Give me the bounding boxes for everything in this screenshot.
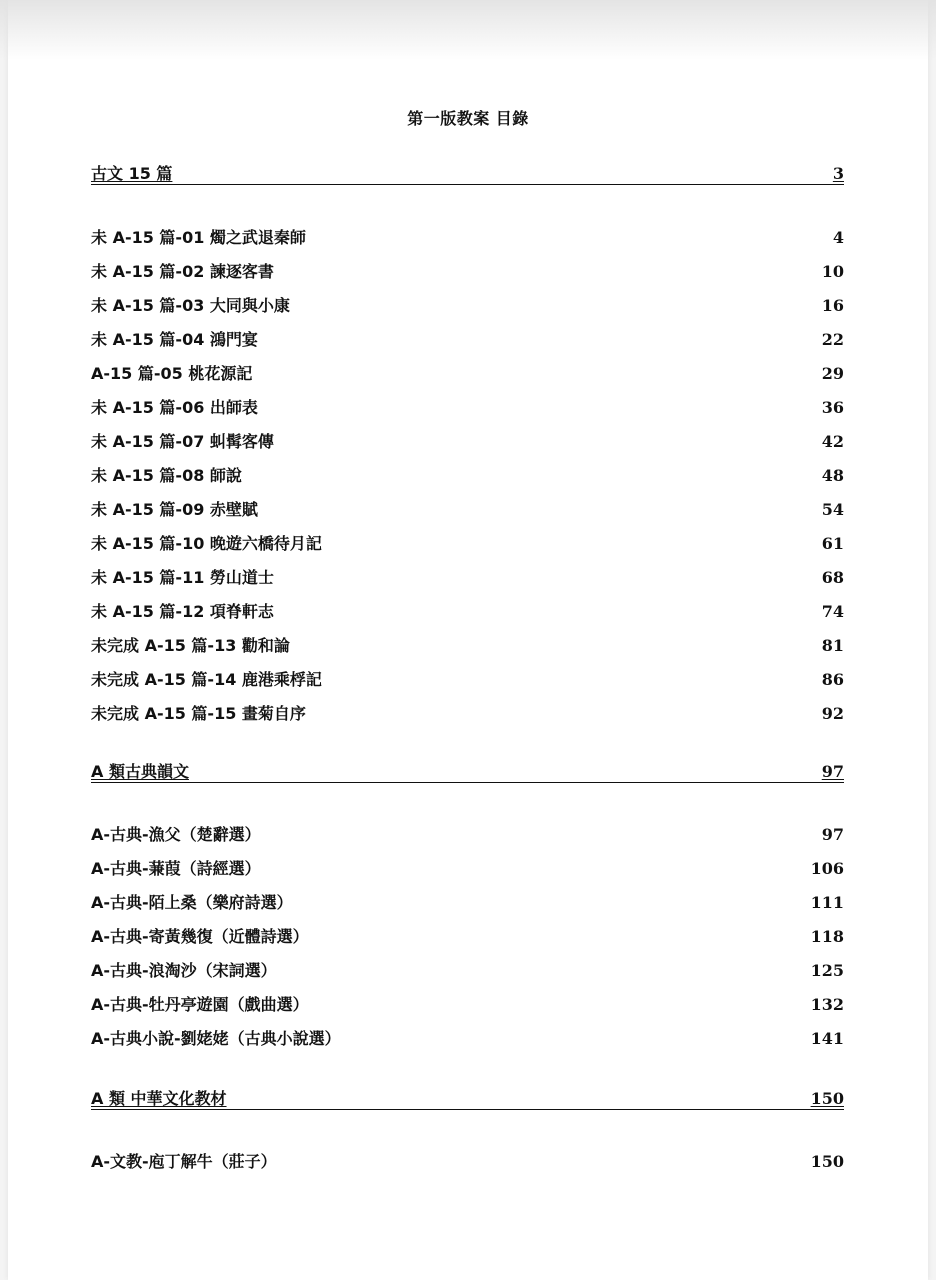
toc-entry[interactable]	[91, 357, 844, 391]
toc-entry-label: A-古典-牡丹亭遊園（戲曲選）	[91, 995, 309, 1014]
toc-entry-label: 未 A-15 篇-11 勞山道士	[91, 568, 274, 587]
toc-entry-page: 86	[821, 670, 844, 689]
toc-entry[interactable]	[91, 1022, 844, 1056]
toc-entry-page: 97	[821, 825, 844, 844]
toc-entry-page: 81	[821, 636, 844, 655]
toc-entry-label: 未 A-15 篇-08 師說	[91, 466, 242, 485]
toc-entry[interactable]	[91, 920, 844, 954]
toc-entry[interactable]	[91, 289, 844, 323]
toc-entry[interactable]	[91, 391, 844, 425]
toc-entry[interactable]	[91, 527, 844, 561]
toc-entry[interactable]	[91, 818, 844, 852]
document-title: 第一版教案 目錄	[407, 109, 529, 128]
toc-entry[interactable]	[91, 595, 844, 629]
toc-entry-label: A-古典小說-劉姥姥（古典小說選）	[91, 1029, 341, 1048]
section-heading-page: 150	[810, 1089, 844, 1108]
toc-entry-label: 未完成 A-15 篇-15 畫菊自序	[91, 704, 306, 723]
toc-entry-page: 132	[810, 995, 844, 1014]
toc-entry-label: 未完成 A-15 篇-14 鹿港乘桴記	[91, 670, 322, 689]
toc-entry[interactable]	[91, 425, 844, 459]
toc-entry-label: 未 A-15 篇-09 赤壁賦	[91, 500, 258, 519]
toc-entry-page: 150	[810, 1152, 844, 1171]
section-heading-label: A 類 中華文化教材	[91, 1089, 227, 1108]
toc-entry[interactable]	[91, 1145, 844, 1179]
toc-entry-page: 4	[832, 228, 844, 247]
toc-entry-label: A-古典-浪淘沙（宋詞選）	[91, 961, 277, 980]
section-heading-page: 3	[832, 164, 844, 183]
toc-entry-label: 未 A-15 篇-03 大同與小康	[91, 296, 290, 315]
toc-entry-page: 141	[810, 1029, 844, 1048]
toc-entry[interactable]	[91, 323, 844, 357]
toc-entry-page: 16	[821, 296, 844, 315]
section-heading-classical-verse[interactable]	[91, 760, 844, 783]
toc-entry-page: 106	[810, 859, 844, 878]
toc-entry-page: 92	[821, 704, 844, 723]
toc-entry-label: 未 A-15 篇-07 虯髯客傳	[91, 432, 274, 451]
toc-entry-page: 22	[821, 330, 844, 349]
toc-entry-label: 未 A-15 篇-10 晚遊六橋待月記	[91, 534, 322, 553]
toc-entry-label: 未 A-15 篇-01 燭之武退秦師	[91, 228, 306, 247]
toc-entry[interactable]	[91, 493, 844, 527]
toc-entry[interactable]	[91, 561, 844, 595]
toc-entry[interactable]	[91, 255, 844, 289]
toc-entry-label: A-古典-寄黃幾復（近體詩選）	[91, 927, 309, 946]
toc-entry[interactable]	[91, 697, 844, 731]
toc-list-chinese-culture	[91, 1145, 844, 1179]
toc-entry-page: 10	[821, 262, 844, 281]
toc-entry[interactable]	[91, 221, 844, 255]
toc-entry-label: 未完成 A-15 篇-13 勸和論	[91, 636, 290, 655]
toc-entry-page: 111	[810, 893, 844, 912]
toc-entry[interactable]	[91, 886, 844, 920]
toc-entry-label: A-古典-漁父（楚辭選）	[91, 825, 261, 844]
toc-list-classical-verse	[91, 818, 844, 1056]
toc-entry-label: A-古典-陌上桑（樂府詩選）	[91, 893, 293, 912]
toc-entry[interactable]	[91, 988, 844, 1022]
toc-entry[interactable]	[91, 954, 844, 988]
section-heading-page: 97	[821, 762, 844, 781]
toc-entry-label: A-古典-蒹葭（詩經選）	[91, 859, 261, 878]
toc-entry-page: 36	[821, 398, 844, 417]
toc-entry-page: 54	[821, 500, 844, 519]
toc-entry-label: A-15 篇-05 桃花源記	[91, 364, 253, 383]
section-heading-label: A 類古典韻文	[91, 762, 189, 781]
toc-entry-page: 68	[821, 568, 844, 587]
toc-entry-label: A-文教-庖丁解牛（莊子）	[91, 1152, 277, 1171]
section-heading-chinese-culture[interactable]	[91, 1087, 844, 1110]
toc-entry-label: 未 A-15 篇-04 鴻門宴	[91, 330, 258, 349]
section-heading-classical-prose[interactable]	[91, 162, 844, 185]
toc-entry-page: 125	[810, 961, 844, 980]
toc-entry[interactable]	[91, 663, 844, 697]
toc-entry-page: 48	[821, 466, 844, 485]
toc-entry[interactable]	[91, 629, 844, 663]
toc-list-classical-prose	[91, 221, 844, 731]
toc-entry-page: 118	[810, 927, 844, 946]
toc-entry-label: 未 A-15 篇-12 項脊軒志	[91, 602, 274, 621]
toc-entry-page: 61	[821, 534, 844, 553]
toc-entry[interactable]	[91, 459, 844, 493]
section-heading-label: 古文 15 篇	[91, 164, 173, 183]
toc-entry-label: 未 A-15 篇-02 諫逐客書	[91, 262, 274, 281]
toc-entry-page: 42	[821, 432, 844, 451]
toc-entry-label: 未 A-15 篇-06 出師表	[91, 398, 258, 417]
toc-entry[interactable]	[91, 852, 844, 886]
toc-entry-page: 74	[821, 602, 844, 621]
toc-entry-page: 29	[821, 364, 844, 383]
